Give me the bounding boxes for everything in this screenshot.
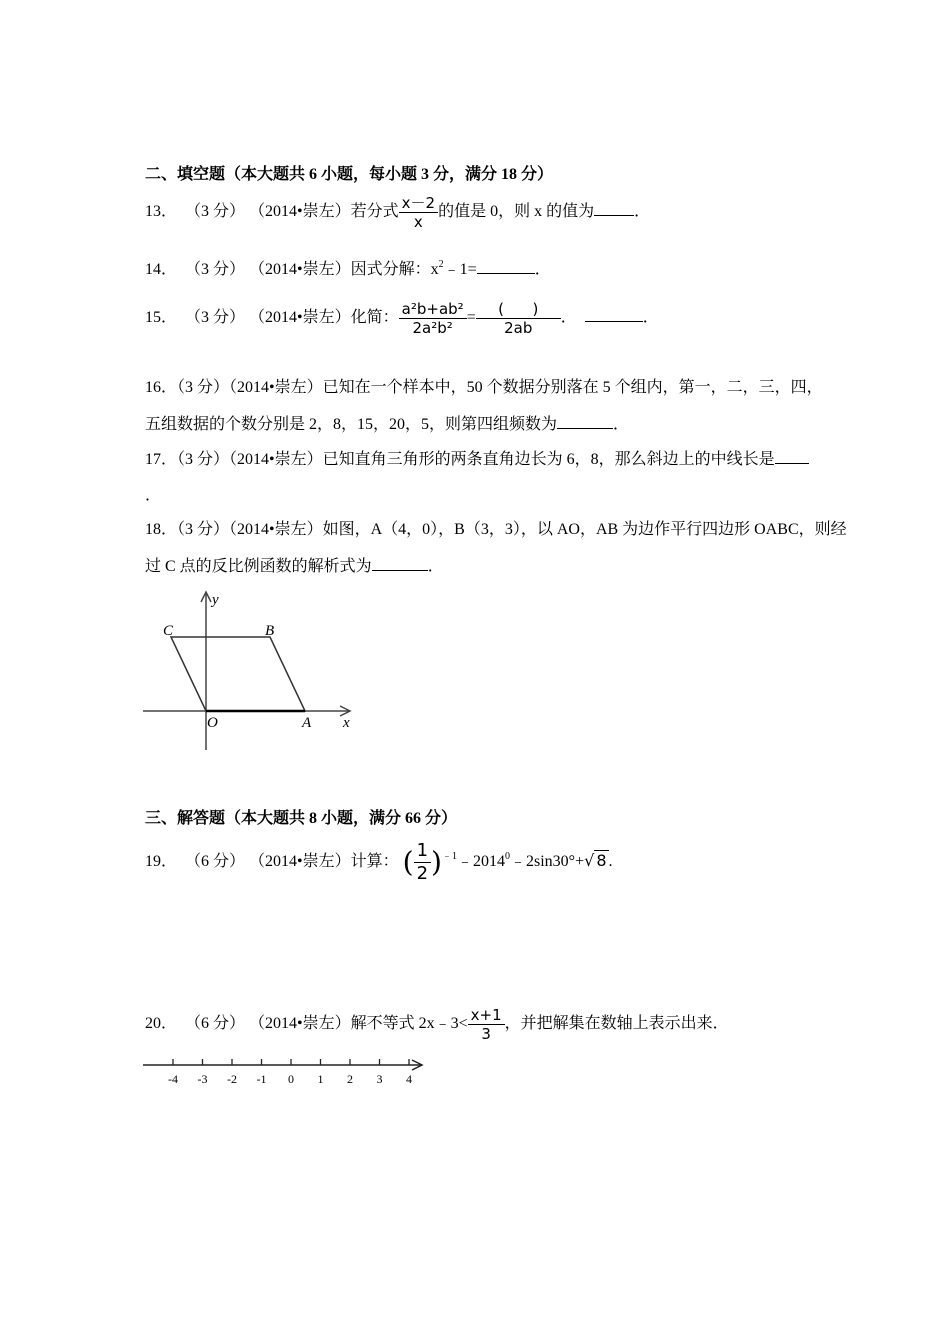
q13-score: （3 分） [185, 203, 246, 221]
q15-end: ． [560, 309, 577, 327]
q20-text-a: 解不等式 2x﹣3< [350, 1015, 468, 1033]
q15-lhs-denominator: 2a²b² [412, 319, 453, 337]
q20-number-line [140, 1054, 430, 1090]
q20-number: 20． [145, 1015, 178, 1033]
q18-parallelogram-figure [140, 588, 360, 758]
q20-score: （6 分） [185, 1015, 246, 1033]
q17-answer-blank[interactable] [775, 449, 809, 464]
q17-text: 17．（3 分）（2014•崇左）已知直角三角形的两条直角边长为 6，8，那么斜边上的中线长是 [145, 451, 775, 468]
q14-text-a: 因式分解：x [350, 261, 439, 278]
q14-text-b: ﹣1= [443, 261, 477, 278]
section-heading-fill-in: 二、填空题（本大题共 6 小题，每小题 3 分，满分 18 分） [145, 166, 554, 183]
q16-text: 五组数据的个数分别是 2，8，15，20，5，则第四组频数为 [145, 416, 558, 433]
q19-exponent-1: ﹣1 [441, 850, 457, 862]
q16-end: ． [613, 416, 630, 433]
q13-frac-numerator: x－2 [399, 194, 438, 213]
sqrt-icon: √ [584, 850, 595, 870]
q15-rhs-denominator: 2ab [504, 319, 533, 337]
q20-fraction [468, 1006, 505, 1043]
q19-text-a: 计算： [350, 852, 399, 870]
q19-end: . [608, 852, 613, 870]
label-x: x [343, 715, 350, 731]
number-line-label: -3 [197, 1072, 208, 1086]
label-a: A [302, 715, 312, 731]
q19-radicand: 8 [596, 850, 607, 870]
q19-frac-numerator: 1 [414, 840, 431, 863]
q13-fraction [399, 194, 438, 231]
q19-number: 19． [145, 852, 178, 870]
q15-rhs-numerator[interactable]: ( ) [476, 300, 561, 319]
question-15 [145, 300, 659, 337]
q15-answer-blank[interactable] [585, 307, 643, 322]
q20-text-b: ，并把解集在数轴上表示出来． [504, 1015, 729, 1033]
section-heading-solutions: 三、解答题（本大题共 8 小题，满分 66 分） [145, 810, 458, 827]
number-line-label: 0 [288, 1072, 294, 1086]
q19-left-paren-icon: ( [402, 845, 414, 879]
number-line-label: -1 [256, 1072, 267, 1086]
q13-text-b: 的值是 0，则 x 的值为 [438, 203, 595, 221]
q19-exponent-2: 0 [505, 850, 510, 862]
label-c: C [163, 623, 174, 639]
q14-exponent: 2 [438, 259, 444, 270]
q14-number: 14． [145, 261, 178, 278]
question-19 [145, 840, 613, 884]
q19-source: （2014•崇左） [249, 852, 351, 870]
q18-end: ． [427, 558, 444, 575]
question-14 [145, 256, 551, 279]
label-b: B [265, 623, 275, 639]
q18-text: 过 C 点的反比例函数的解析式为 [145, 558, 372, 575]
q19-fraction [414, 840, 431, 884]
number-line-label: 1 [317, 1072, 324, 1086]
question-16-line2 [145, 411, 629, 434]
q15-number: 15． [145, 309, 178, 327]
q15-source: （2014•崇左） [249, 309, 351, 327]
q16-answer-blank[interactable] [557, 414, 613, 429]
q14-answer-blank[interactable] [477, 259, 535, 274]
q13-source: （2014•崇左） [249, 203, 351, 221]
number-line-label: -4 [168, 1072, 178, 1086]
question-17-line1 [145, 446, 809, 469]
q18-answer-blank[interactable] [372, 556, 428, 571]
number-line-label: -2 [227, 1072, 237, 1086]
q15-end2: ． [642, 309, 659, 327]
q14-score: （3 分） [185, 261, 246, 278]
q15-lhs-fraction [399, 300, 467, 337]
q13-end: ． [634, 203, 651, 221]
q19-text-b: ﹣2014 [456, 852, 505, 870]
question-17-line2: ． [145, 487, 162, 504]
q13-frac-denominator: x [413, 213, 423, 231]
q20-source: （2014•崇左） [249, 1015, 351, 1033]
q15-score: （3 分） [185, 309, 246, 327]
q13-number: 13． [145, 203, 178, 221]
q19-right-paren-icon: ) [431, 845, 442, 879]
label-o: O [207, 715, 218, 731]
q20-frac-denominator: 3 [481, 1025, 491, 1043]
parallelogram-oabc [171, 637, 305, 711]
q13-text-a: 若分式 [350, 203, 399, 221]
number-line-label: 3 [376, 1072, 383, 1086]
q19-text-c: ﹣2sin30°+ [510, 852, 585, 870]
label-y: y [212, 592, 219, 608]
q14-source: （2014•崇左） [249, 261, 351, 278]
question-18-line1: 18．（3 分）（2014•崇左）如图，A（4，0），B（3，3），以 AO，AB 为边作平行四边形 OABC，则经 [145, 521, 847, 538]
question-13 [145, 194, 650, 231]
question-18-line2 [145, 553, 444, 576]
q15-lhs-numerator: a²b+ab² [399, 300, 467, 319]
q15-equals: = [466, 309, 476, 327]
question-20 [145, 1006, 729, 1043]
q19-sqrt [584, 850, 608, 870]
number-line-label: 4 [406, 1072, 412, 1086]
q19-score: （6 分） [185, 852, 246, 870]
q14-end: ． [534, 261, 551, 278]
q15-rhs-fraction [476, 300, 561, 337]
q15-text-a: 化简： [350, 309, 399, 327]
number-line-label: 2 [347, 1072, 353, 1086]
q19-frac-denominator: 2 [416, 862, 429, 884]
q13-answer-blank[interactable] [594, 201, 634, 216]
question-16-line1: 16．（3 分）（2014•崇左）已知在一个样本中，50 个数据分别落在 5 个组内，第一，二，三，四， [145, 379, 823, 396]
q20-frac-numerator: x+1 [468, 1006, 505, 1025]
